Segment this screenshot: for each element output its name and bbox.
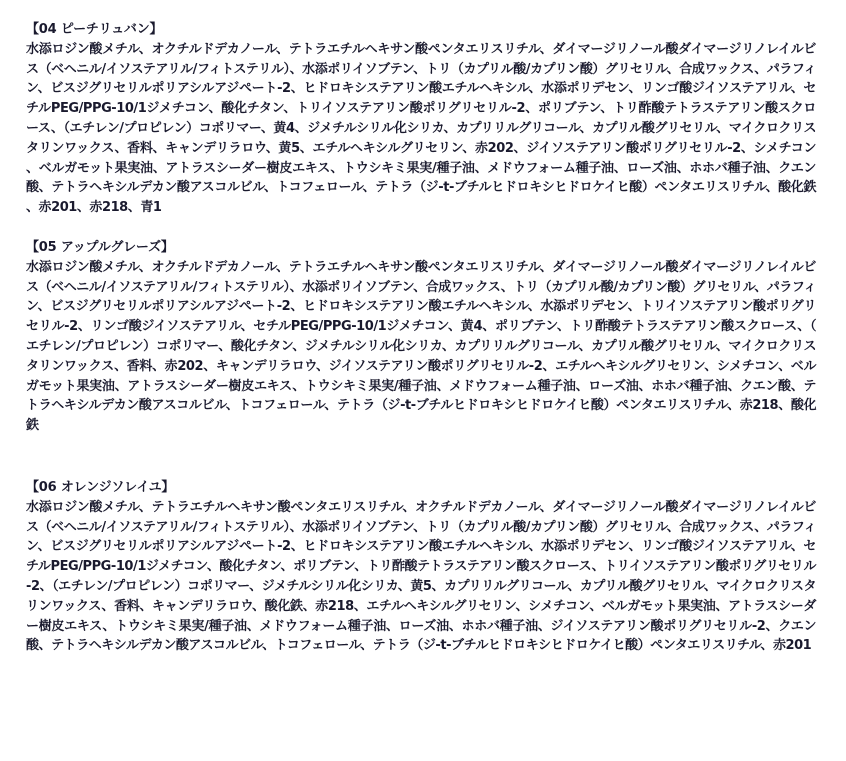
ingredient-list: 水添ロジン酸メチル、オクチルドデカノール、テトラエチルヘキサン酸ペンタエリスリチル、ダイマージリノール酸ダイマージリノレイルビス（ベヘニル/イソステアリル/フィトステリル）、水添ポリイソブテン、合成ワックス、トリ（カプリル酸/カプリン酸）グリセリル、パラフィン、ビスジグリセリルポリアシルアジペート-2、ヒドロキシステアリン酸エチルヘキシル、水添ポリデセン、トリイソステアリン酸ポリグリセリル-2、リンゴ酸ジイソステアリル、セチルPEG/PPG-10/1ジメチコン、黄4、ポリブテン、トリ酢酸テトラステアリン酸スクロース、（エチレン/プロピレン）コポリマー、酸化チタン、ジメチルシリル化シリカ、カプリリルグリコール、カプリル酸グリセリル、マイクロクリスタリンワックス、香料、赤202、キャンデリラロウ、ジイソステアリン酸ポリグリセリル-2、エチルヘキシルグリセリン、シメチコン、ベルガモット果実油、アトラスシーダー樹皮エキス、トウシキミ果実/種子油、メドウフォーム種子油、ローズ油、ホホバ種子油、クエン酸、テトラヘキシルデカン酸アスコルビル、トコフェロール、テトラ（ジ-t-ブチルヒドロキシヒドロケイヒ酸）ペンタエリスリチル、赤218、酸化鉄 (26, 259, 816, 434)
section-title: 【06 オレンジソレイユ】 (26, 479, 175, 495)
section-spacer (26, 436, 816, 478)
section-spacer (26, 218, 816, 238)
product-section-06 (26, 478, 816, 656)
section-title: 【05 アップルグレーズ】 (26, 239, 174, 255)
ingredients-document (26, 20, 816, 656)
ingredient-list: 水添ロジン酸メチル、オクチルドデカノール、テトラエチルヘキサン酸ペンタエリスリチル、ダイマージリノール酸ダイマージリノレイルビス（ベヘニル/イソステアリル/フィトステリル）、水添ポリイソブテン、トリ（カプリル酸/カプリン酸）グリセリル、合成ワックス、パラフィン、ビスジグリセリルポリアシルアジペート-2、ヒドロキシステアリン酸エチルヘキシル、水添ポリデセン、リンゴ酸ジイソステアリル、セチルPEG/PPG-10/1ジメチコン、酸化チタン、トリイソステアリン酸ポリグリセリル-2、ポリブテン、トリ酢酸テトラステアリン酸スクロース、（エチレン/プロピレン）コポリマー、黄4、ジメチルシリル化シリカ、カプリリルグリコール、カプリル酸グリセリル、マイクロクリスタリンワックス、香料、キャンデリラロウ、黄5、エチルヘキシルグリセリン、赤202、ジイソステアリン酸ポリグリセリル-2、シメチコン、ベルガモット果実油、アトラスシーダー樹皮エキス、トウシキミ果実/種子油、メドウフォーム種子油、ローズ油、ホホバ種子油、クエン酸、テトラヘキシルデカン酸アスコルビル、トコフェロール、テトラ（ジ-t-ブチルヒドロキシヒドロケイヒ酸）ペンタエリスリチル、酸化鉄、赤201、赤218、青1 (26, 41, 816, 216)
product-section-04 (26, 20, 816, 218)
section-title: 【04 ピーチリュバン】 (26, 22, 163, 37)
ingredient-list: 水添ロジン酸メチル、テトラエチルヘキサン酸ペンタエリスリチル、オクチルドデカノール、ダイマージリノール酸ダイマージリノレイルビス（ベヘニル/イソステアリル/フィトステリル）、水添ポリイソブテン、トリ（カプリル酸/カプリン酸）グリセリル、合成ワックス、パラフィン、ビスジグリセリルポリアシルアジペート-2、ヒドロキシステアリン酸エチルヘキシル、水添ポリデセン、リンゴ酸ジイソステアリル、セチルPEG/PPG-10/1ジメチコン、酸化チタン、ポリブテン、トリ酢酸テトラステアリン酸スクロース、トリイソステアリン酸ポリグリセリル-2、（エチレン/プロピレン）コポリマー、ジメチルシリル化シリカ、黄5、カプリリルグリコール、カプリル酸グリセリル、マイクロクリスタリンワックス、香料、キャンデリラロウ、酸化鉄、赤218、エチルヘキシルグリセリン、シメチコン、ベルガモット果実油、アトラスシーダー樹皮エキス、トウシキミ果実/種子油、メドウフォーム種子油、ローズ油、ホホバ種子油、ジイソステアリン酸ポリグリセリル-2、クエン酸、テトラヘキシルデカン酸アスコルビル、トコフェロール、テトラ（ジ-t-ブチルヒドロキシヒドロケイヒ酸）ペンタエリスリチル、赤201 (26, 499, 816, 654)
product-section-05 (26, 238, 816, 436)
